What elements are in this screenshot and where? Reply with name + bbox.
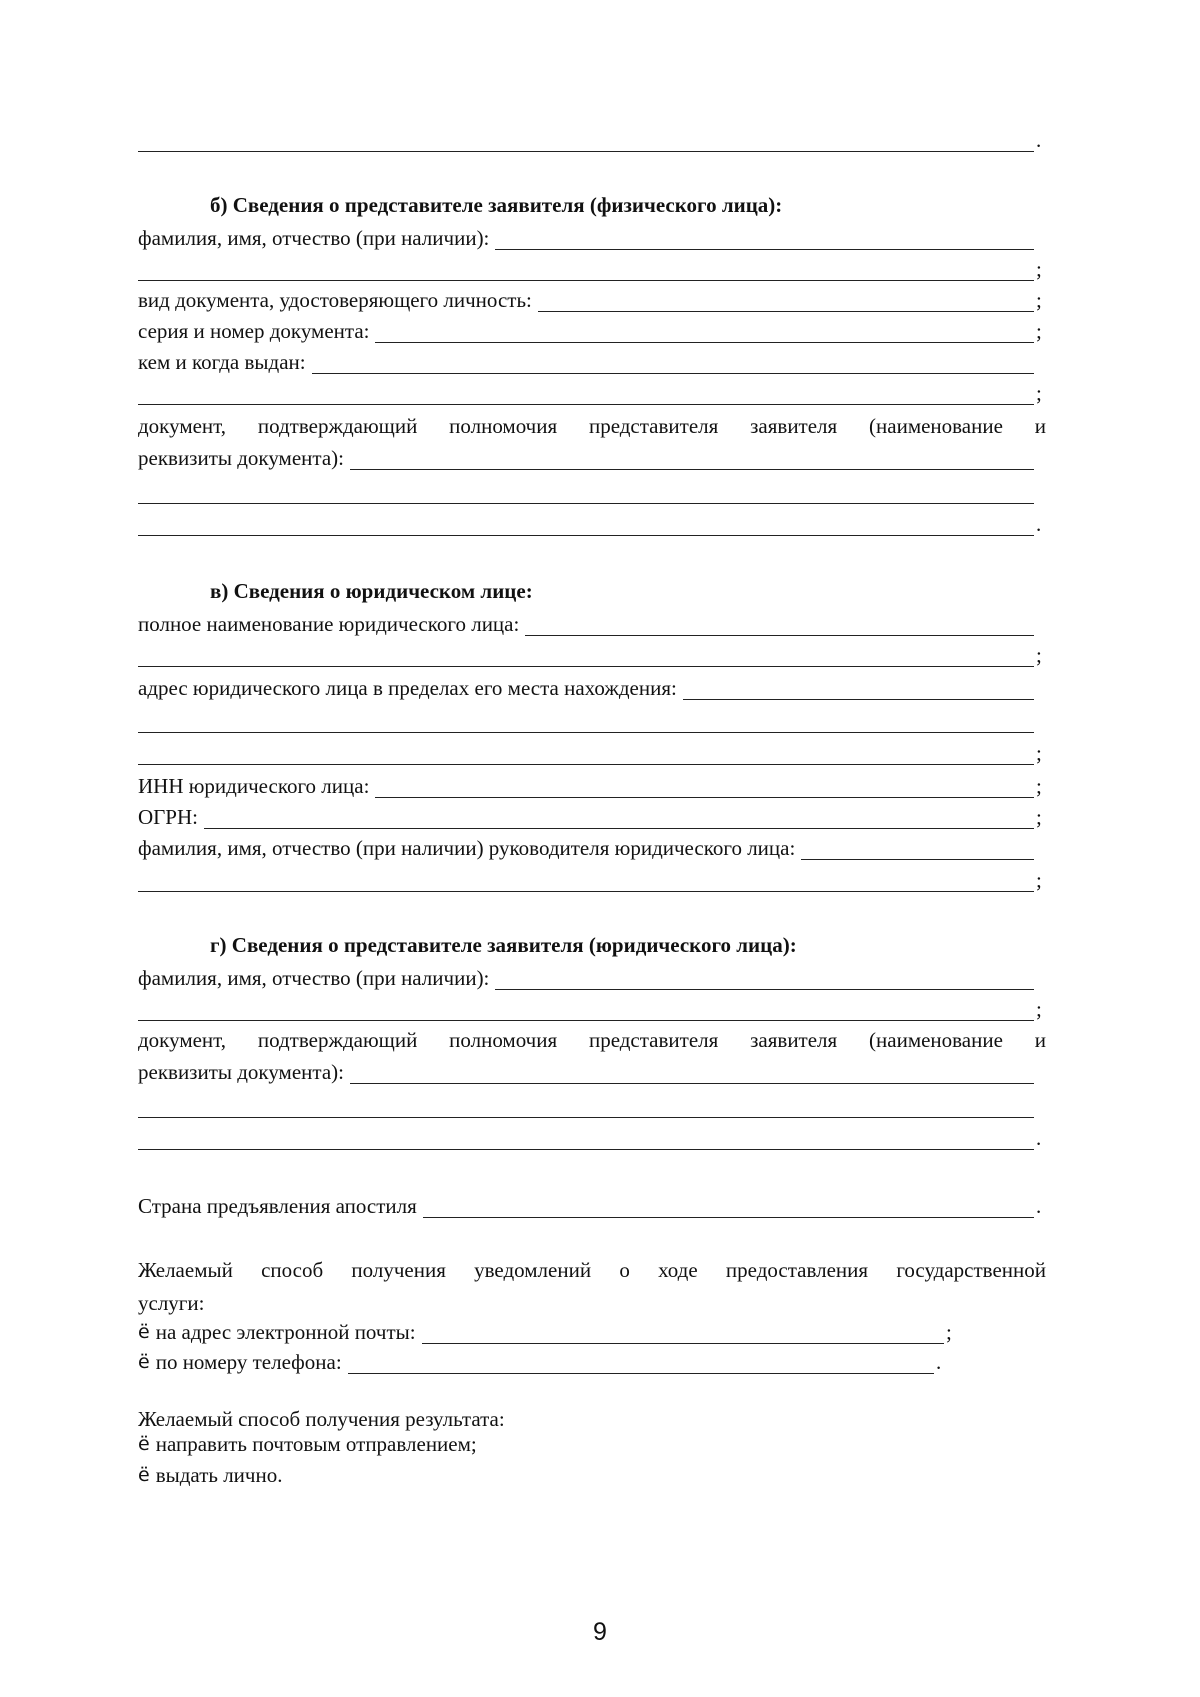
- g-authority-field[interactable]: [138, 1056, 1046, 1087]
- b-series-label: серия и номер документа:: [138, 319, 370, 343]
- b-issued-field[interactable]: [138, 346, 1046, 377]
- section-g-heading: г) Сведения о представителе заявителя (юридического лица):: [210, 933, 797, 957]
- g-authority-field-cont1[interactable]: [138, 1090, 1046, 1121]
- page-number: 9: [593, 1618, 607, 1646]
- apostille-country-field[interactable]: Страна предъявления апостиля .: [138, 1190, 1046, 1221]
- notify-text-line1: Желаемый способ получения уведомлений о ходе предоставления государственной: [138, 1258, 1046, 1282]
- v-address-label: адрес юридического лица в пределах его места нахождения:: [138, 676, 677, 700]
- v-address-field-cont1[interactable]: [138, 705, 1046, 736]
- v-name-field[interactable]: [138, 608, 1046, 639]
- b-issued-field-cont[interactable]: ;: [138, 377, 1046, 408]
- b-doc-type-label: вид документа, удостоверяющего личность:: [138, 288, 532, 312]
- notify-text-line2: услуги:: [138, 1291, 205, 1315]
- result-title: Желаемый способ получения результата:: [138, 1407, 505, 1431]
- personal-checkbox-mark[interactable]: ё: [138, 1464, 150, 1486]
- section-v-heading: в) Сведения о юридическом лице:: [210, 579, 533, 603]
- notify-phone-field[interactable]: [348, 1373, 934, 1374]
- phone-checkbox-mark[interactable]: ё: [138, 1351, 150, 1373]
- v-address-field-cont2[interactable]: ;: [138, 737, 1046, 768]
- v-address-field[interactable]: [138, 672, 1046, 703]
- b-authority-field-cont1[interactable]: [138, 476, 1046, 507]
- b-authority-field[interactable]: [138, 442, 1046, 473]
- v-ogrn-label: ОГРН:: [138, 805, 198, 829]
- v-ogrn-field[interactable]: ОГРН: ;: [138, 801, 1046, 832]
- notify-email-label: на адрес электронной почты:: [155, 1320, 416, 1344]
- b-series-field[interactable]: серия и номер документа: ;: [138, 315, 1046, 346]
- v-name-label: полное наименование юридического лица:: [138, 612, 520, 636]
- notify-phone-option[interactable]: ё по номеру телефона: .: [138, 1346, 946, 1377]
- b-authority-label: реквизиты документа):: [138, 446, 344, 470]
- notify-email-option[interactable]: ё на адрес электронной почты: ;: [138, 1316, 956, 1347]
- result-option-post[interactable]: [138, 1428, 477, 1459]
- top-continuation-field[interactable]: .: [138, 124, 1046, 155]
- v-head-label: фамилия, имя, отчество (при наличии) руководителя юридического лица:: [138, 836, 796, 860]
- post-checkbox-mark[interactable]: ё: [138, 1433, 150, 1455]
- result-option-personal-label: выдать лично.: [155, 1463, 283, 1487]
- v-inn-label: ИНН юридического лица:: [138, 774, 370, 798]
- apostille-label: Страна предъявления апостиля: [138, 1194, 417, 1218]
- v-inn-field[interactable]: ИНН юридического лица: ;: [138, 770, 1046, 801]
- result-option-post-label: направить почтовым отправлением;: [155, 1432, 477, 1456]
- g-fio-field-cont[interactable]: ;: [138, 993, 1046, 1024]
- g-authority-text: документ, подтверждающий полномочия представителя заявителя (наименование и: [138, 1028, 1046, 1052]
- b-fio-label: фамилия, имя, отчество (при наличии):: [138, 226, 490, 250]
- b-issued-label: кем и когда выдан:: [138, 350, 306, 374]
- b-authority-field-cont2[interactable]: .: [138, 508, 1046, 539]
- notify-phone-label: по номеру телефона:: [155, 1350, 342, 1374]
- b-fio-field[interactable]: [138, 222, 1046, 253]
- v-name-field-cont[interactable]: ;: [138, 639, 1046, 670]
- g-fio-field[interactable]: [138, 962, 1046, 993]
- notify-email-field[interactable]: [422, 1343, 944, 1344]
- g-authority-field-cont2[interactable]: .: [138, 1122, 1046, 1153]
- result-option-personal[interactable]: [138, 1459, 282, 1490]
- b-doc-type-field[interactable]: вид документа, удостоверяющего личность: ;: [138, 284, 1046, 315]
- g-fio-label: фамилия, имя, отчество (при наличии):: [138, 966, 490, 990]
- b-authority-text: документ, подтверждающий полномочия представителя заявителя (наименование и: [138, 414, 1046, 438]
- v-head-field[interactable]: [138, 832, 1046, 863]
- v-head-field-cont[interactable]: ;: [138, 864, 1046, 895]
- b-fio-field-cont[interactable]: ;: [138, 253, 1046, 284]
- email-checkbox-mark[interactable]: ё: [138, 1321, 150, 1343]
- section-b-heading: б) Сведения о представителе заявителя (физического лица):: [210, 193, 783, 217]
- g-authority-label: реквизиты документа):: [138, 1060, 344, 1084]
